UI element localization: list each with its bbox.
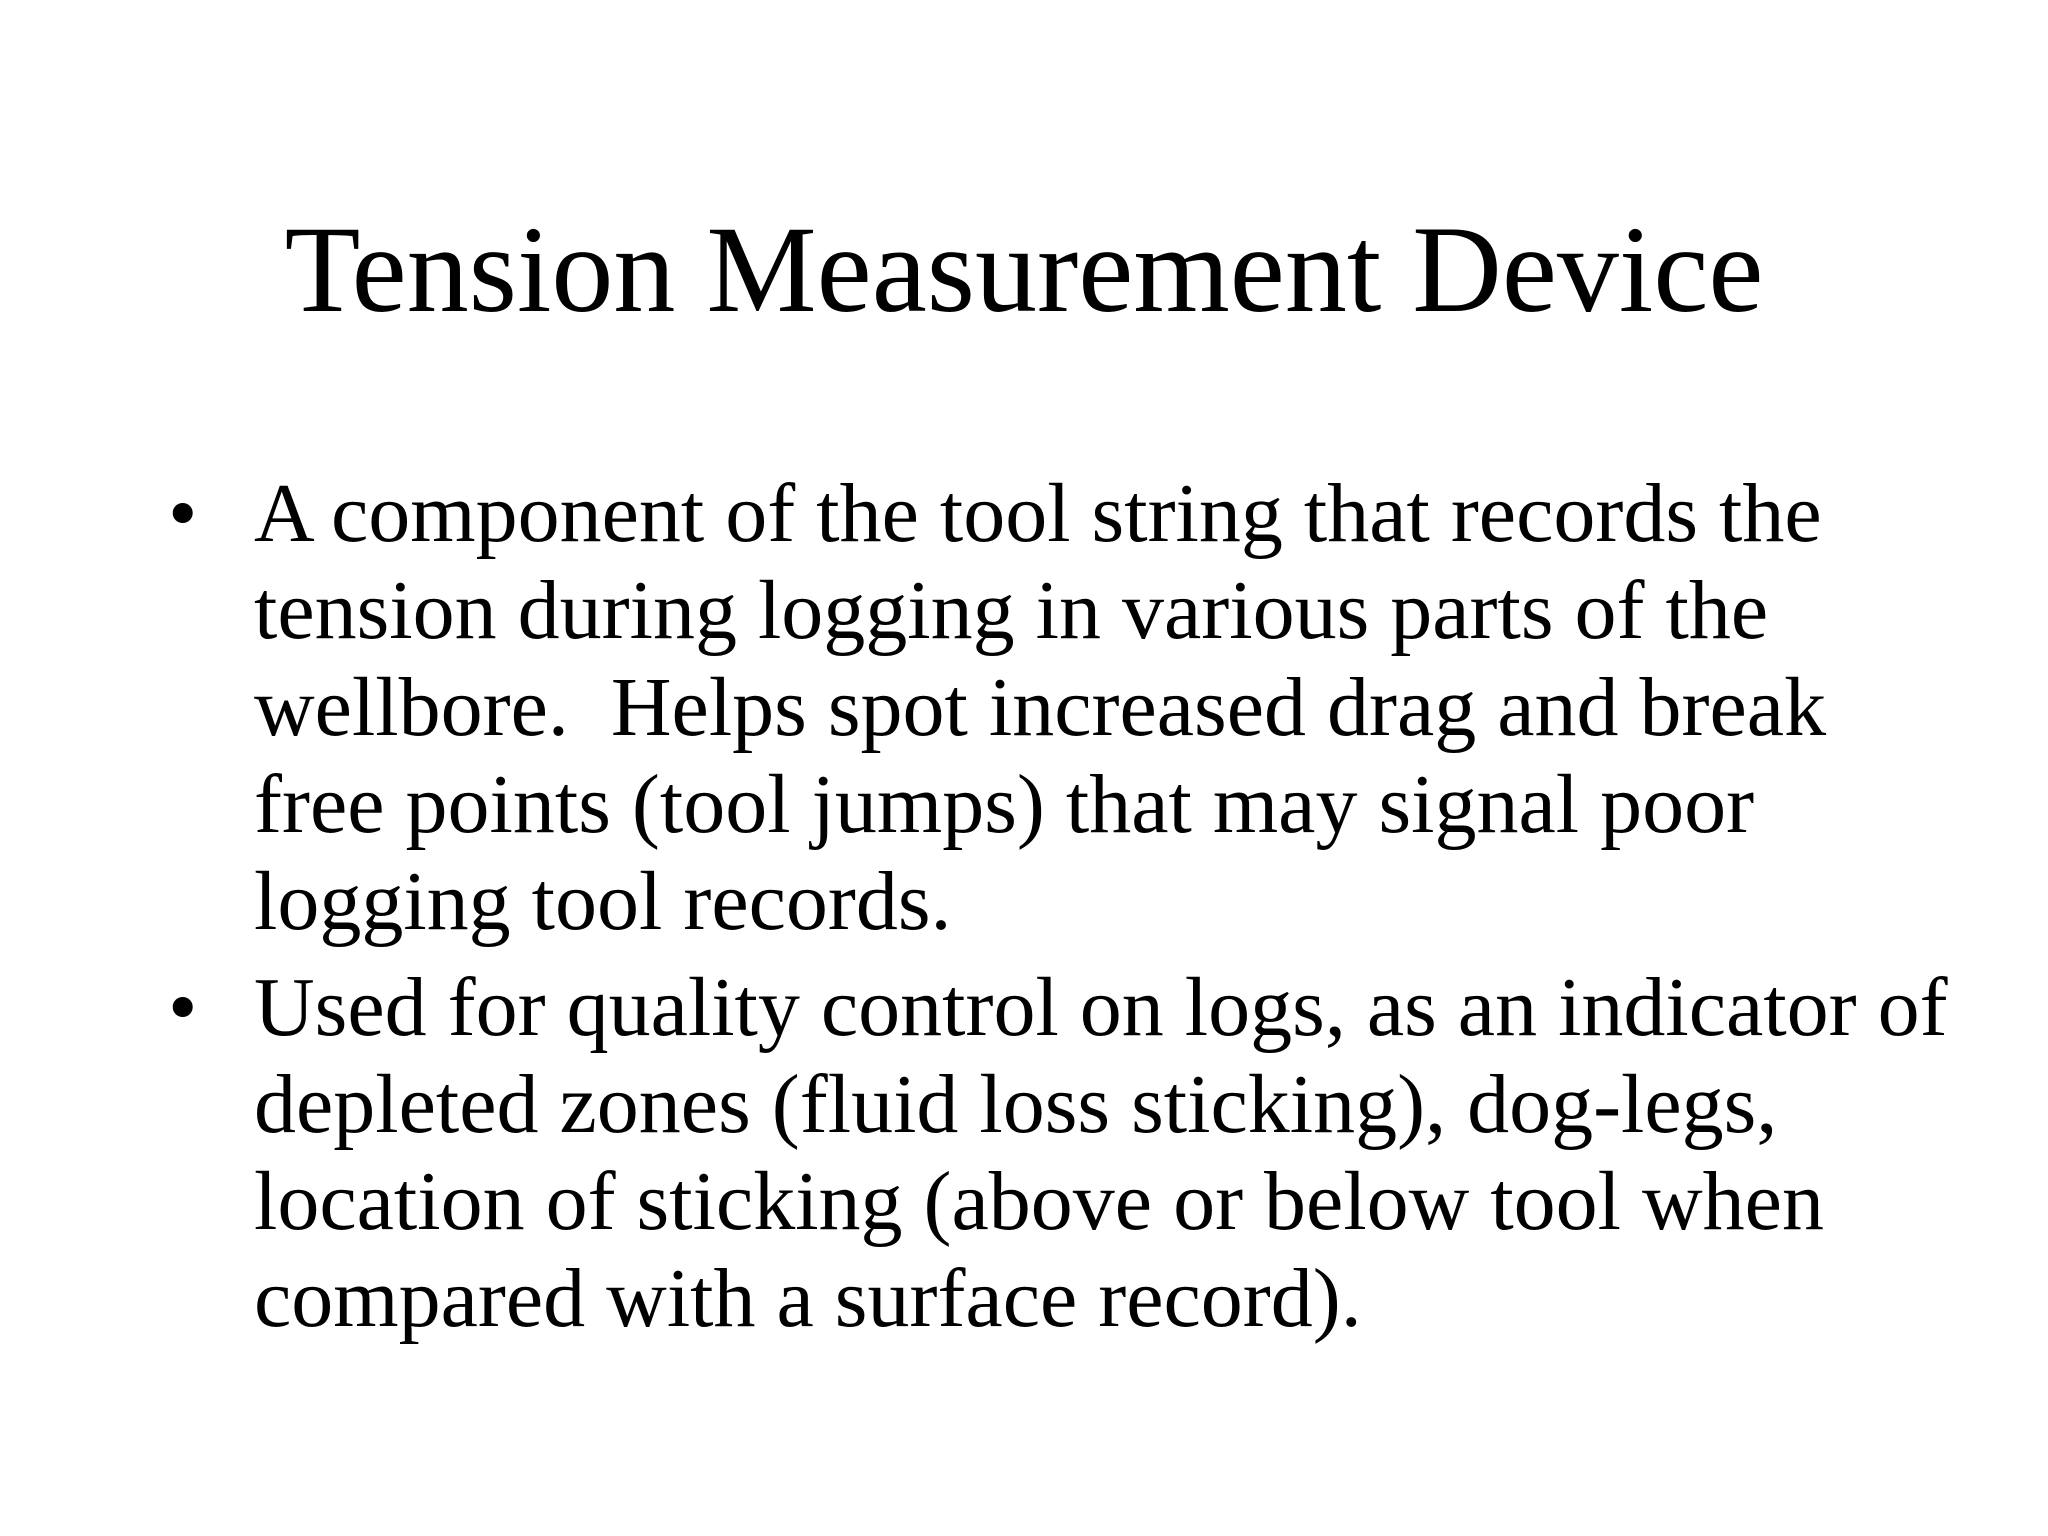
bullet-text-line: logging tool records.	[254, 855, 952, 948]
bullet-text-line: compared with a surface record).	[254, 1252, 1362, 1345]
bullet-text-line: Used for quality control on logs, as an indicator of	[254, 961, 1948, 1054]
bullet-icon: •	[168, 961, 198, 1054]
bullet-icon: •	[168, 467, 198, 560]
bullet-list	[0, 465, 2048, 1356]
bullet-text-line: A component of the tool string that records the	[254, 467, 1822, 560]
bullet-text-line: free points (tool jumps) that may signal poor	[254, 758, 1755, 851]
bullet-item-tension-recording	[0, 465, 1894, 950]
slide-title: Tension Measurement Device	[284, 201, 1764, 338]
bullet-text-line: location of sticking (above or below tool when	[254, 1155, 1824, 1248]
bullet-text-line: depleted zones (fluid loss sticking), dog-legs,	[254, 1058, 1778, 1151]
bullet-text-line: wellbore. Helps spot increased drag and break	[254, 661, 1827, 754]
bullet-text-line: tension during logging in various parts of the	[254, 564, 1769, 657]
bullet-item-quality-control	[0, 959, 1948, 1347]
